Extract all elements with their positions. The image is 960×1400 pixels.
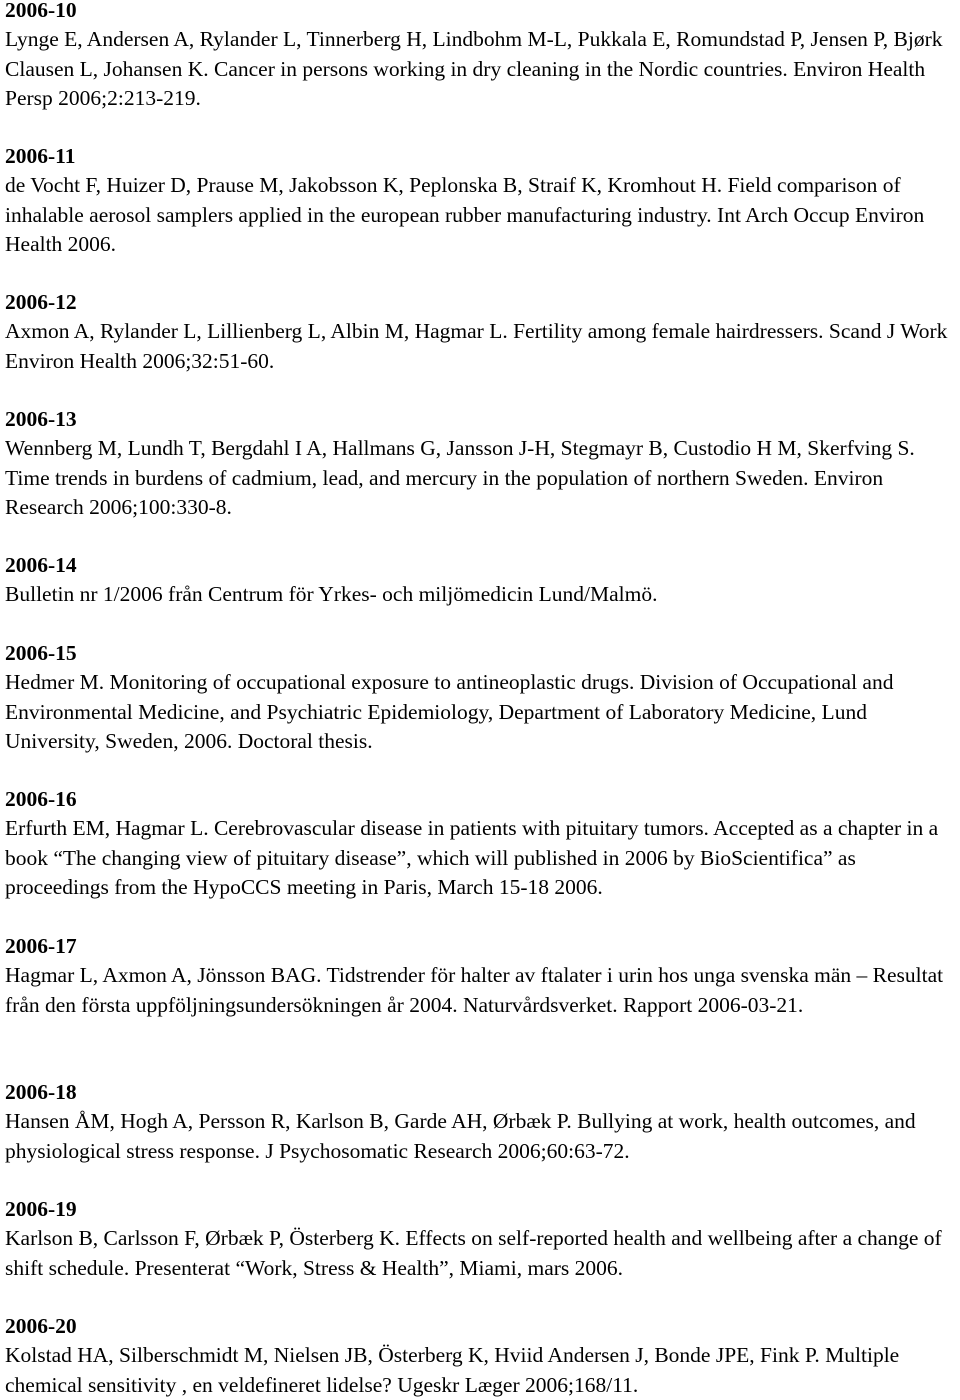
publication-id: 2006-19 bbox=[5, 1197, 77, 1221]
publication-citation: de Vocht F, Huizer D, Prause M, Jakobsson K, Peplonska B, Straif K, Kromhout H. Field comparison of inhalable aerosol samplers applied in the european rubber manufacturing industry. Int Arch Occup Environ Health 2006. bbox=[5, 173, 925, 256]
publication-id: 2006-11 bbox=[5, 144, 76, 168]
publication-entry-2006-14 bbox=[5, 551, 956, 610]
publication-citation: Karlson B, Carlsson F, Ørbæk P, Österberg K. Effects on self-reported health and wellbeing after a change of shift schedule. Presenterat “Work, Stress & Health”, Miami, mars 2006. bbox=[5, 1226, 942, 1280]
publication-entry-2006-12 bbox=[5, 288, 956, 376]
publication-entry-2006-11 bbox=[5, 142, 956, 259]
publication-id: 2006-17 bbox=[5, 934, 77, 958]
publication-entry-2006-20 bbox=[5, 1312, 956, 1400]
publication-id: 2006-12 bbox=[5, 290, 77, 314]
publication-citation: Bulletin nr 1/2006 från Centrum för Yrkes- och miljömedicin Lund/Malmö. bbox=[5, 582, 658, 607]
publication-citation: Hedmer M. Monitoring of occupational exposure to antineoplastic drugs. Division of Occupational and Environmental Medicine, and Psychiatric Epidemiology, Department of Laboratory Medicine, Lund University, Sweden, 2006. Doctoral thesis. bbox=[5, 670, 894, 753]
publication-id: 2006-13 bbox=[5, 407, 77, 431]
publication-citation: Hagmar L, Axmon A, Jönsson BAG. Tidstrender för halter av ftalater i urin hos unga svenska män – Resultat från den första uppföljningsundersökningen år 2004. Naturvårdsverket. Rapport 2006-03-21. bbox=[5, 963, 944, 1017]
publication-entry-2006-19 bbox=[5, 1195, 956, 1283]
publication-entry-2006-15 bbox=[5, 639, 956, 756]
publication-citation: Kolstad HA, Silberschmidt M, Nielsen JB, Österberg K, Hviid Andersen J, Bonde JPE, Fink P. Multiple chemical sensitivity , en veldefineret lidelse? Ugeskr Læger 2006;168/11. bbox=[5, 1343, 900, 1397]
publication-citation: Erfurth EM, Hagmar L. Cerebrovascular disease in patients with pituitary tumors. Accepted as a chapter in a book “The changing view of pituitary disease”, which will published in 2006 by BioScientifica” as proceedings from the HypoCCS meeting in Paris, March 15-18 2006. bbox=[5, 816, 939, 899]
publication-id: 2006-18 bbox=[5, 1080, 77, 1104]
publication-entry-2006-10 bbox=[5, 0, 956, 113]
publication-entry-2006-18 bbox=[5, 1078, 956, 1166]
publication-id: 2006-16 bbox=[5, 787, 77, 811]
publication-citation: Lynge E, Andersen A, Rylander L, Tinnerberg H, Lindbohm M-L, Pukkala E, Romundstad P, Jensen P, Bjørk Clausen L, Johansen K. Cancer in persons working in dry cleaning in the Nordic countries. Environ Health Persp 2006;2:213-219. bbox=[5, 27, 943, 110]
publication-id: 2006-10 bbox=[5, 0, 77, 22]
publication-entry-2006-16 bbox=[5, 785, 956, 902]
publication-citation: Wennberg M, Lundh T, Bergdahl I A, Hallmans G, Jansson J-H, Stegmayr B, Custodio H M, Skerfving S. Time trends in burdens of cadmium, lead, and mercury in the population of northern Sweden. Environ Research 2006;100:330-8. bbox=[5, 436, 915, 519]
publication-id: 2006-14 bbox=[5, 553, 77, 577]
publication-entry-2006-13 bbox=[5, 405, 956, 522]
publication-entry-2006-17 bbox=[5, 932, 956, 1020]
publication-id: 2006-20 bbox=[5, 1314, 77, 1338]
publication-citation: Hansen ÅM, Hogh A, Persson R, Karlson B, Garde AH, Ørbæk P. Bullying at work, health outcomes, and physiological stress response. J Psychosomatic Research 2006;60:63-72. bbox=[5, 1109, 916, 1163]
publication-citation: Axmon A, Rylander L, Lillienberg L, Albin M, Hagmar L. Fertility among female hairdressers. Scand J Work Environ Health 2006;32:51-60. bbox=[5, 319, 948, 373]
publication-id: 2006-15 bbox=[5, 641, 77, 665]
